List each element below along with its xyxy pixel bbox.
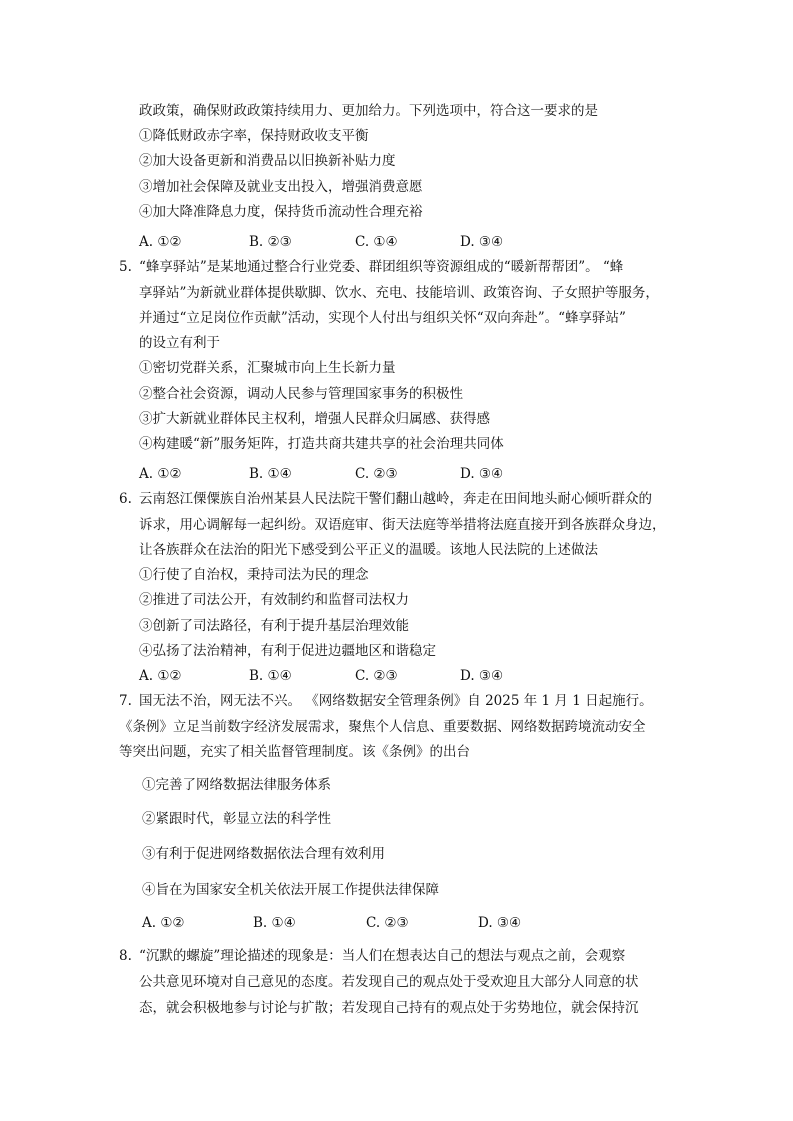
q5-answer-c: C. ②③ [355, 466, 398, 482]
q5-option-1: ①密切党群关系，汇聚城市向上生长新力量 [139, 360, 396, 376]
q5-number: 5. [119, 259, 132, 275]
q4-option-4: ④加大降准降息力度，保持货币流动性合理充裕 [139, 204, 423, 220]
q4-option-2: ②加大设备更新和消费品以旧换新补贴力度 [139, 153, 396, 169]
q7-option-2: ②紧跟时代，彰显立法的科学性 [142, 811, 331, 827]
q6-stem-line-2: 诉求，用心调解每一起纠纷。双语庭审、街天法庭等举措将法庭直接开到各族群众身边， [139, 517, 666, 533]
q4-option-1: ①降低财政赤字率，保持财政收支平衡 [139, 128, 369, 144]
q6-number: 6. [119, 491, 132, 507]
q8-stem-line-3: 态，就会积极地参与讨论与扩散；若发现自己持有的观点处于劣势地位，就会保持沉 [139, 1000, 639, 1016]
q5-option-4: ④构建暖“新”服务矩阵，打造共商共建共享的社会治理共同体 [139, 436, 504, 452]
q7-answer-c: C. ②③ [366, 915, 409, 931]
q5-stem-line-2: 享驿站”为新就业群体提供歇脚、饮水、充电、技能培训、政策咨询、子女照护等服务， [139, 285, 659, 301]
q6-option-2: ②推进了司法公开，有效制约和监督司法权力 [139, 592, 409, 608]
q5-answer-d: D. ③④ [460, 466, 504, 482]
q6-answer-d: D. ③④ [460, 668, 504, 684]
q7-answer-a: A. ①② [142, 915, 185, 931]
q7-option-4: ④旨在为国家安全机关依法开展工作提供法律保障 [142, 882, 439, 898]
q7-stem-line-1: 国无法不治，网无法不兴。 《网络数据安全管理条例》自 2025 年 1 月 1 日起施行。 [139, 693, 653, 709]
q7-option-1: ①完善了网络数据法律服务体系 [142, 777, 331, 793]
q6-option-4: ④弘扬了法治精神，有利于促进边疆地区和谐稳定 [139, 643, 436, 659]
q6-answer-c: C. ②③ [355, 668, 398, 684]
q6-option-3: ③创新了司法路径，有利于提升基层治理效能 [139, 618, 409, 634]
q5-option-3: ③扩大新就业群体民主权利，增强人民群众归属感、获得感 [139, 411, 490, 427]
q5-answer-b: B. ①④ [249, 466, 292, 482]
q8-stem-line-2: 公共意见环境对自己意见的态度。若发现自己的观点处于受欢迎且大部分人同意的状 [139, 974, 639, 990]
q6-answer-b: B. ①④ [249, 668, 292, 684]
q7-number: 7. [119, 693, 132, 709]
q6-option-1: ①行使了自治权，秉持司法为民的理念 [139, 567, 369, 583]
q5-option-2: ②整合社会资源，调动人民参与管理国家事务的积极性 [139, 386, 463, 402]
q4-answer-c: C. ①④ [355, 234, 398, 250]
q4-stem-line: 政政策，确保财政政策持续用力、更加给力。下列选项中，符合这一要求的是 [139, 103, 598, 119]
q5-stem-line-1: “蜂享驿站”是某地通过整合行业党委、群团组织等资源组成的“暖新帮帮团”。 “蜂 [139, 259, 624, 275]
q7-stem-line-3: 等突出问题，充实了相关监督管理制度。该《条例》的出台 [119, 744, 470, 760]
q8-number: 8. [119, 948, 132, 964]
q7-option-3: ③有利于促进网络数据依法合理有效利用 [142, 846, 385, 862]
q5-answer-a: A. ①② [139, 466, 182, 482]
q7-stem-line-2: 《条例》立足当前数字经济发展需求，聚焦个人信息、重要数据、网络数据跨境流动安全 [119, 719, 646, 735]
q8-stem-line-1: “沉默的螺旋”理论描述的现象是：当人们在想表达自己的想法与观点之前，会观察 [139, 948, 626, 964]
q5-stem-line-4: 的设立有利于 [139, 335, 220, 351]
q6-answer-a: A. ①② [139, 668, 182, 684]
q5-stem-line-3: 并通过“立足岗位作贡献”活动，实现个人付出与组织关怀“双向奔赴”。“蜂享驿站” [139, 310, 626, 326]
q7-answer-d: D. ③④ [478, 915, 522, 931]
q7-answer-b: B. ①④ [253, 915, 296, 931]
q4-answer-a: A. ①② [139, 234, 182, 250]
q4-option-3: ③增加社会保障及就业支出投入，增强消费意愿 [139, 179, 423, 195]
q6-stem-line-3: 让各族群众在法治的阳光下感受到公平正义的温暖。该地人民法院的上述做法 [139, 542, 598, 558]
q4-answer-d: D. ③④ [460, 234, 504, 250]
q6-stem-line-1: 云南怒江傈僳族自治州某县人民法院干警们翻山越岭，奔走在田间地头耐心倾听群众的 [139, 491, 652, 507]
q4-answer-b: B. ②③ [249, 234, 292, 250]
